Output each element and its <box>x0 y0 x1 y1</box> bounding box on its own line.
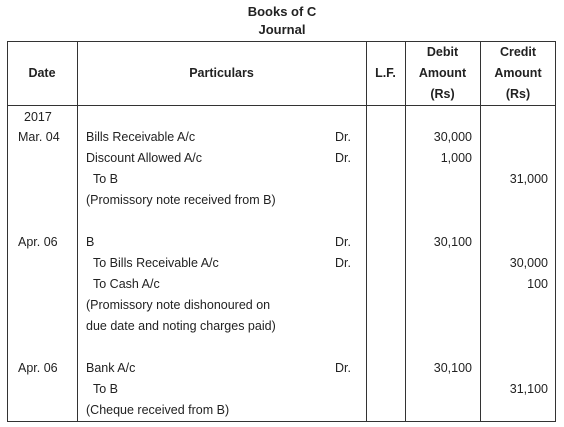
header-lf: L.F. <box>375 66 396 80</box>
header-particulars: Particulars <box>189 66 254 80</box>
particulars-line: To Bills Receivable A/c <box>93 256 219 270</box>
debit-amount: 1,000 <box>440 151 472 165</box>
header-debit-line: (Rs) <box>430 87 455 101</box>
credit-amount: 31,000 <box>509 172 548 186</box>
particulars-line: Bills Receivable A/c <box>86 130 196 144</box>
book-title: Books of C <box>247 4 317 19</box>
dr-marker: Dr. <box>335 130 351 144</box>
particulars-line: Discount Allowed A/c <box>86 151 203 165</box>
column-divider <box>366 41 367 422</box>
credit-amount: 100 <box>527 277 548 291</box>
header-credit-line: Amount <box>494 66 542 80</box>
dr-marker: Dr. <box>335 151 351 165</box>
debit-amount: 30,100 <box>433 235 472 249</box>
header-credit-line: (Rs) <box>505 87 531 101</box>
entry-date: Apr. 06 <box>18 235 58 249</box>
entry-year: 2017 <box>24 110 52 124</box>
entry-date: Apr. 06 <box>18 361 58 375</box>
header-date: Date <box>28 66 56 80</box>
header-credit-line: Credit <box>499 45 537 59</box>
narration-line: (Promissory note dishonoured on <box>86 298 271 312</box>
header-debit <box>405 42 480 105</box>
header-divider <box>7 105 556 106</box>
debit-amount: 30,100 <box>433 361 472 375</box>
credit-amount: 31,100 <box>509 382 548 396</box>
dr-marker: Dr. <box>335 256 351 270</box>
dr-marker: Dr. <box>335 235 351 249</box>
dr-marker: Dr. <box>335 361 351 375</box>
particulars-line: Bank A/c <box>86 361 136 375</box>
particulars-line: To B <box>93 172 119 186</box>
column-divider <box>77 41 78 422</box>
particulars-line: B <box>86 235 95 249</box>
particulars-line: To Cash A/c <box>93 277 160 291</box>
header-debit-line: Amount <box>418 66 467 80</box>
journal-title: Journal <box>258 22 306 37</box>
header-credit <box>480 42 556 105</box>
credit-amount: 30,000 <box>509 256 548 270</box>
particulars-line: To B <box>93 382 119 396</box>
header-debit-line: Debit <box>426 45 459 59</box>
entry-date: Mar. 04 <box>18 130 60 144</box>
narration-line: (Promissory note received from B) <box>86 193 276 207</box>
narration-line: due date and noting charges paid) <box>86 319 276 333</box>
narration-line: (Cheque received from B) <box>86 403 230 417</box>
debit-amount: 30,000 <box>433 130 472 144</box>
